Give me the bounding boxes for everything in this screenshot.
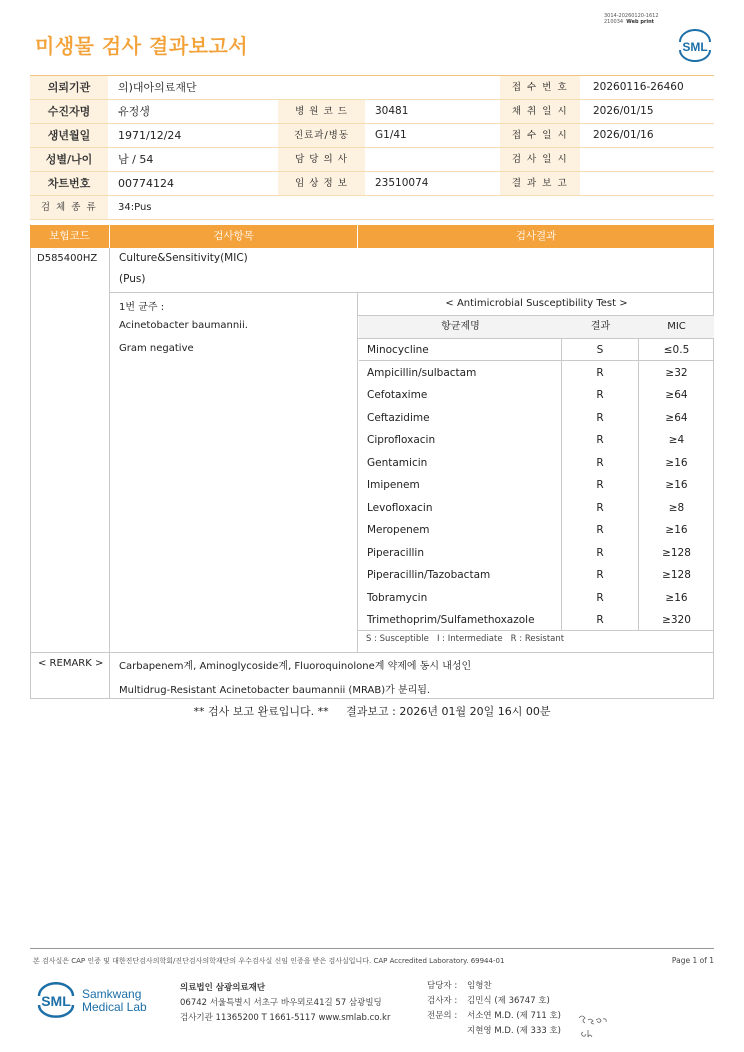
footer-divider [30, 948, 714, 949]
receipt-date-label: 접 수 일 시 [500, 124, 580, 147]
test-name: Culture&Sensitivity(MIC) [119, 252, 248, 264]
birthdate-value: 1971/12/24 [118, 129, 182, 142]
org-address: 06742 서울특별시 서초구 바우뫼로41길 57 삼광빌딩 [180, 998, 382, 1008]
receipt-number-label: 접 수 번 호 [500, 76, 580, 99]
drug-result: R [596, 479, 604, 491]
ast-drug-row [359, 407, 714, 429]
drug-mic: ≥16 [665, 479, 688, 491]
requesting-org-label: 의뢰기관 [30, 76, 108, 99]
drug-name: Piperacillin/Tazobactam [367, 569, 491, 581]
ast-drug-row [359, 452, 714, 474]
drug-result: R [596, 524, 604, 536]
drug-name: Levofloxacin [367, 501, 433, 514]
requesting-org-value: 의)대아의료재단 [118, 81, 197, 94]
department-value: G1/41 [375, 129, 407, 141]
org-contact: 검사기관 11365200 T 1661-5117 www.smlab.co.kr [180, 1013, 391, 1023]
staff-key: 담당자 : [427, 981, 458, 991]
birthdate-label: 생년월일 [30, 124, 108, 147]
drug-result: R [596, 591, 604, 604]
drug-result: R [596, 411, 604, 424]
drug-name: Trimethoprim/Sulfamethoxazole [367, 614, 535, 626]
report-date-value [593, 172, 714, 195]
drug-result: R [596, 366, 604, 379]
clinical-info-value: 23510074 [375, 177, 429, 189]
drug-result: R [596, 434, 604, 446]
org-info [180, 981, 390, 1026]
ast-drug-row [359, 384, 714, 406]
sex-age-label: 성별/나이 [30, 148, 108, 171]
patient-info-table [30, 75, 714, 220]
insurance-code: D585400HZ [37, 253, 98, 264]
receipt-number-value: 20260116-26460 [593, 81, 684, 93]
remark-line1: Carbapenem계, Aminoglycoside계, Fluoroquinolone계 약제에 동시 내성인 [119, 661, 472, 672]
sml-logo [676, 28, 714, 62]
info-row [30, 100, 714, 124]
drug-result: R [596, 614, 604, 626]
drug-mic: ≥4 [668, 434, 685, 446]
drug-name: Imipenem [367, 479, 420, 491]
ast-drug-row [359, 587, 714, 609]
report-date-label: 결 과 보 고 [500, 172, 580, 195]
physician-value [375, 148, 500, 171]
logo-line2: Medical Lab [82, 1000, 147, 1014]
info-row [30, 124, 714, 148]
results-header [30, 225, 714, 248]
divider [109, 652, 110, 698]
drug-name: Piperacillin [367, 546, 424, 559]
sex-age-value: 남 / 54 [118, 153, 154, 166]
drug-mic: ≥16 [665, 591, 688, 604]
meta-line1: 3014-20260120-1612 [604, 13, 659, 19]
drug-result: R [596, 569, 604, 581]
drug-mic: ≤0.5 [663, 344, 690, 356]
completion-notice: ** 검사 보고 완료입니다. ** 결과보고 : 2026년 01월 20일 16시 00분 [193, 705, 551, 718]
drug-result: R [596, 456, 604, 469]
staff-value: 김민식 (제 36747 호) [467, 996, 550, 1006]
chart-number-value: 00774124 [118, 177, 174, 190]
ast-drug-row [359, 564, 714, 586]
report-title: 미생물 검사 결과보고서 [35, 34, 249, 58]
info-row [30, 172, 714, 196]
drug-name: Ampicillin/sulbactam [367, 366, 477, 379]
meta-line2: 210034 [604, 19, 624, 25]
patient-name-label: 수진자명 [30, 100, 108, 123]
organism-name: Acinetobacter baumannii. [119, 320, 248, 331]
divider [109, 248, 110, 652]
drug-mic: ≥128 [662, 569, 691, 581]
signature-icon [575, 1010, 611, 1040]
ast-drug-row [359, 497, 714, 519]
web-print-label: Web print [626, 19, 655, 25]
ast-legend: S : Susceptible I : Intermediate R : Resistant [366, 634, 565, 644]
drug-result: R [596, 389, 604, 401]
drug-mic: ≥64 [665, 411, 688, 424]
physician-label: 담 당 의 사 [278, 148, 365, 171]
drug-mic: ≥16 [665, 524, 688, 536]
drug-name: Ciprofloxacin [367, 434, 436, 446]
ast-drug-row [359, 519, 714, 541]
info-row [30, 76, 714, 100]
remark-line2: Multidrug-Resistant Acinetobacter baumannii (MRAB)가 분리됨. [119, 685, 431, 696]
drug-mic: ≥128 [662, 546, 691, 559]
test-specimen: (Pus) [119, 273, 146, 285]
department-label: 진료과/병동 [278, 124, 365, 147]
print-meta [604, 13, 659, 25]
logo-line1: Samkwang [82, 987, 142, 1001]
drug-mic: ≥8 [668, 501, 685, 514]
remark-label: < REMARK > [38, 658, 104, 669]
hospital-code-label: 병 원 코 드 [278, 100, 365, 123]
drug-mic: ≥16 [665, 456, 688, 469]
collection-date-label: 채 취 일 시 [500, 100, 580, 123]
gram-stain: Gram negative [119, 343, 194, 354]
result-column-header: 결과 [590, 321, 611, 332]
drug-result: R [596, 546, 604, 559]
test-item-header: 검사항목 [110, 225, 358, 248]
drug-result: R [596, 501, 604, 514]
info-row [30, 148, 714, 172]
footer-logo-text: SML [41, 993, 71, 1009]
ast-title: < Antimicrobial Susceptibility Test > [445, 298, 628, 309]
hospital-code-value: 30481 [375, 105, 409, 117]
test-date-value [593, 148, 714, 171]
clinical-info-label: 임 상 정 보 [278, 172, 365, 195]
ast-drug-row [359, 429, 714, 451]
drug-name: Ceftazidime [367, 411, 430, 424]
drug-column-header: 항균제명 [441, 321, 480, 332]
patient-name-value: 유정생 [118, 105, 150, 118]
ast-drug-row [359, 474, 714, 496]
specimen-type-value: 34:Pus [118, 202, 152, 213]
page-number: Page 1 of 1 [671, 956, 714, 965]
ast-drug-row [359, 339, 714, 361]
drug-name: Tobramycin [367, 591, 428, 604]
drug-mic: ≥32 [665, 366, 688, 379]
staff-value: 임형찬 [467, 981, 492, 991]
drug-mic: ≥320 [662, 614, 691, 626]
staff-key: 검사자 : [427, 996, 458, 1006]
info-row [30, 196, 714, 220]
receipt-date-value: 2026/01/16 [593, 129, 654, 141]
collection-date-value: 2026/01/15 [593, 105, 654, 117]
drug-result: S [596, 344, 604, 356]
test-date-label: 검 사 일 시 [500, 148, 580, 171]
drug-mic: ≥64 [665, 389, 688, 401]
accreditation-note: 본 검사실은 CAP 인증 및 대한진단검사의학회/진단검사의학재단의 우수검사실 신임 인증을 받은 검사실입니다. CAP Accredited Laboratory. 69944-01 [33, 957, 505, 965]
sml-logo-text: SML [682, 40, 708, 54]
ast-drug-row [359, 362, 714, 384]
drug-name: Gentamicin [367, 456, 428, 469]
ast-header-row [359, 316, 714, 338]
ast-drug-row [359, 609, 714, 631]
org-name: 의료법인 삼광의료재단 [180, 983, 266, 993]
mic-column-header: MIC [667, 321, 686, 332]
test-result-header: 검사결과 [515, 230, 557, 242]
ast-drug-row [359, 542, 714, 564]
drug-name: Meropenem [367, 524, 430, 536]
sml-footer-logo-icon [36, 982, 76, 1018]
specimen-type-label: 검 체 종 류 [30, 196, 108, 219]
staff-key: 전문의 : [427, 1011, 458, 1021]
chart-number-label: 차트번호 [30, 172, 108, 195]
insurance-code-header: 보험코드 [30, 225, 110, 248]
drug-name: Minocycline [367, 344, 429, 356]
drug-name: Cefotaxime [367, 389, 428, 401]
divider [357, 292, 358, 652]
staff-value: 지현영 M.D. (제 333 호) [467, 1026, 562, 1036]
staff-value: 서소연 M.D. (제 711 호) [467, 1011, 562, 1021]
organism-label: 1번 균주 : [119, 302, 165, 313]
